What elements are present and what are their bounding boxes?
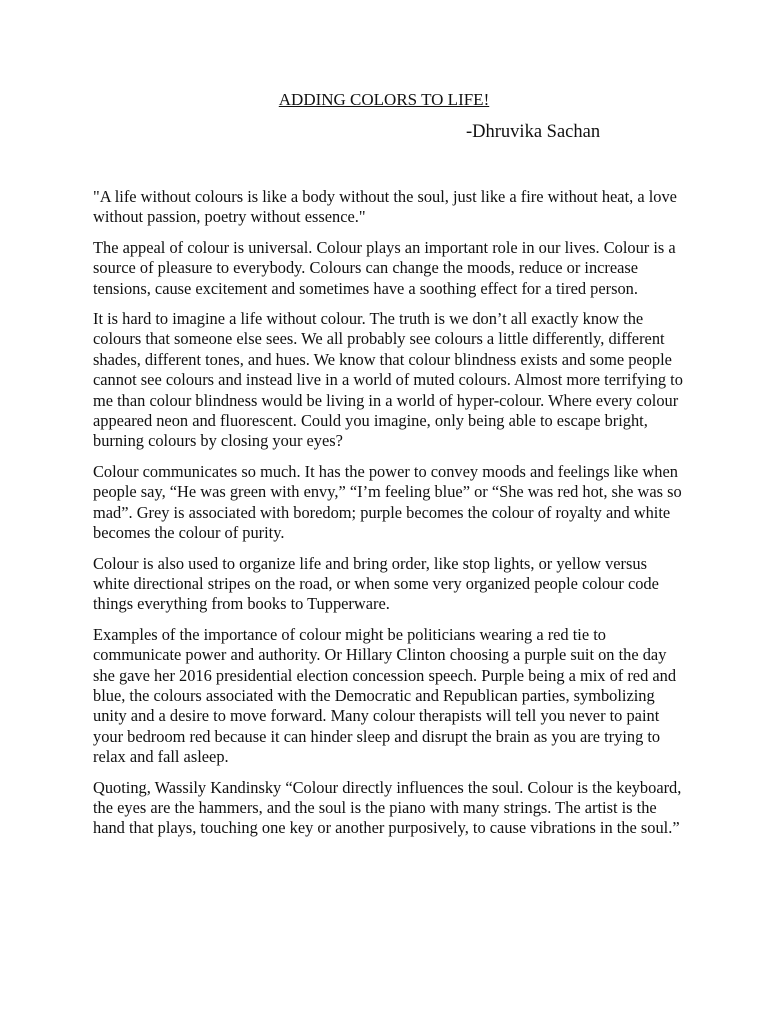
author-byline: -Dhruvika Sachan — [466, 122, 601, 142]
paragraph-colour-organizes: Colour is also used to organize life and bring order, like stop lights, or yellow versus white directional stripes on the road, or when some very organized people colour code things everything from books to Tupperware. — [93, 553, 659, 614]
document-body — [93, 187, 683, 849]
paragraph-examples: Examples of the importance of colour might be politicians wearing a red tie to communicate power and authority. Or Hillary Clinton choosing a purple suit on the day she gave her 2016 presidential election concession speech. Purple being a mix of red and blue, the colours associated with the Democratic and Republican parties, symbolizing unity and a desire to move forward. Many colour therapists will tell you never to paint your bedroom red because it can hinder sleep and disrupt the brain as you are trying to relax and fall asleep. — [93, 624, 677, 767]
paragraph-colour-communicates: Colour communicates so much. It has the power to convey moods and feelings like when people say, “He was green with envy,” “I’m feeling blue” or “She was red hot, she was so mad”. Grey is associated with boredom; purple becomes the colour of royalty and white becomes the colour of purity. — [93, 461, 682, 543]
paragraph-life-without-colour: It is hard to imagine a life without colour. The truth is we don’t all exactly know the colours that someone else sees. We all probably see colours a little differently, different shades, different tones, and hues. We know that colour blindness exists and some people cannot see colours and instead live in a world of muted colours. Almost more terrifying to me than colour blindness would be living in a world of hyper-colour. Where every colour appeared neon and fluorescent. Could you imagine, only being able to escape bright, burning colours by closing your eyes? — [93, 309, 683, 451]
paragraph-epigraph: "A life without colours is like a body without the soul, just like a fire without heat, a love without passion, poetry without essence." — [93, 187, 677, 227]
paragraph-appeal-of-colour: The appeal of colour is universal. Colour plays an important role in our lives. Colour is a source of pleasure to everybody. Colours can change the moods, reduce or increase tensions, cause excitement and sometimes have a soothing effect for a tired person. — [93, 237, 676, 298]
document-title: ADDING COLORS TO LIFE! — [278, 90, 490, 109]
paragraph-kandinsky-quote: Quoting, Wassily Kandinsky “Colour directly influences the soul. Colour is the keyboard, the eyes are the hammers, and the soul is the piano with many strings. The artist is the hand that plays, touching one key or another purposively, to cause vibrations in the soul.” — [93, 777, 682, 838]
